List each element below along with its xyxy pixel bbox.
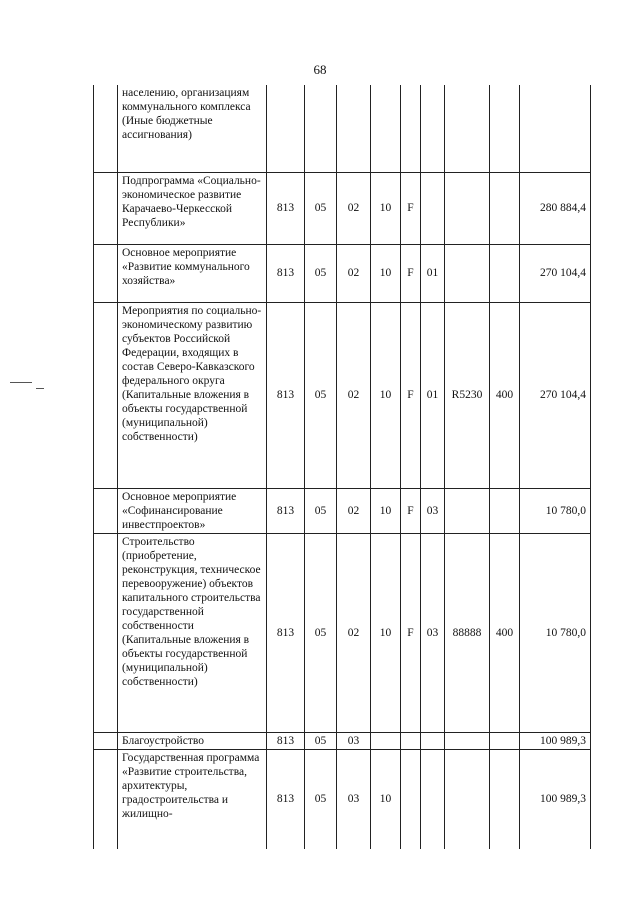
- program-code: 10: [371, 302, 401, 488]
- table-row: [94, 85, 591, 172]
- program-code: 10: [371, 172, 401, 244]
- ministry-code: [267, 85, 305, 172]
- amount: 100 989,3: [520, 732, 591, 749]
- table-row: [94, 732, 591, 749]
- amount: 10 780,0: [520, 533, 591, 732]
- subsection-code: 02: [337, 488, 371, 533]
- program-code: [371, 732, 401, 749]
- section-code: 05: [305, 172, 337, 244]
- expense-type-code: [490, 749, 520, 849]
- subprogram-code: F: [401, 533, 421, 732]
- ministry-code: 813: [267, 302, 305, 488]
- item-name: Мероприятия по социально-экономическому развитию субъектов Российской Федерации, входящих в состав Северо-Кавказского федерального округа (Капитальные вложения в объекты государственной (муниципальной) собственности): [118, 302, 267, 488]
- expense-type-code: 400: [490, 302, 520, 488]
- section-code: 05: [305, 302, 337, 488]
- item-name: Государственная программа «Развитие строительства, архитектуры, градостроительства и жилищно-: [118, 749, 267, 849]
- direction-code: [445, 488, 490, 533]
- ministry-code: 813: [267, 488, 305, 533]
- direction-code: [445, 172, 490, 244]
- subsection-code: [337, 85, 371, 172]
- expense-type-code: 400: [490, 533, 520, 732]
- subsection-code: 02: [337, 533, 371, 732]
- item-name: Основное мероприятие «Софинансирование инвестпроектов»: [118, 488, 267, 533]
- ministry-code: 813: [267, 533, 305, 732]
- event-code: [421, 172, 445, 244]
- program-code: [371, 85, 401, 172]
- row-marker-cell: [94, 302, 118, 488]
- item-name: населению, организациям коммунального комплекса (Иные бюджетные ассигнования): [118, 85, 267, 172]
- subprogram-code: [401, 732, 421, 749]
- event-code: 01: [421, 244, 445, 302]
- event-code: [421, 732, 445, 749]
- ministry-code: 813: [267, 749, 305, 849]
- amount: 10 780,0: [520, 488, 591, 533]
- section-code: 05: [305, 732, 337, 749]
- subsection-code: 02: [337, 172, 371, 244]
- event-code: 03: [421, 488, 445, 533]
- section-code: 05: [305, 533, 337, 732]
- expense-type-code: [490, 172, 520, 244]
- table-row: [94, 749, 591, 849]
- direction-code: [445, 244, 490, 302]
- amount: 100 989,3: [520, 749, 591, 849]
- row-marker-cell: [94, 533, 118, 732]
- program-code: 10: [371, 488, 401, 533]
- row-marker-cell: [94, 749, 118, 849]
- scan-artifact-mark: [10, 382, 32, 383]
- ministry-code: 813: [267, 732, 305, 749]
- event-code: [421, 749, 445, 849]
- table-row: [94, 488, 591, 533]
- item-name: Благоустройство: [118, 732, 267, 749]
- event-code: 01: [421, 302, 445, 488]
- direction-code: [445, 749, 490, 849]
- expense-type-code: [490, 244, 520, 302]
- program-code: 10: [371, 533, 401, 732]
- subsection-code: 02: [337, 302, 371, 488]
- table-row: [94, 533, 591, 732]
- direction-code: [445, 732, 490, 749]
- table-row: [94, 302, 591, 488]
- table-row: [94, 244, 591, 302]
- subsection-code: 03: [337, 732, 371, 749]
- row-marker-cell: [94, 488, 118, 533]
- event-code: [421, 85, 445, 172]
- item-name: Подпрограмма «Социально-экономическое развитие Карачаево-Черкесской Республики»: [118, 172, 267, 244]
- section-code: 05: [305, 749, 337, 849]
- section-code: [305, 85, 337, 172]
- subprogram-code: F: [401, 172, 421, 244]
- expense-type-code: [490, 85, 520, 172]
- budget-table: [93, 85, 591, 849]
- section-code: 05: [305, 488, 337, 533]
- row-marker-cell: [94, 244, 118, 302]
- program-code: 10: [371, 749, 401, 849]
- direction-code: [445, 85, 490, 172]
- direction-code: 88888: [445, 533, 490, 732]
- amount: 280 884,4: [520, 172, 591, 244]
- page-number: 68: [313, 62, 327, 77]
- subprogram-code: [401, 749, 421, 849]
- subsection-code: 02: [337, 244, 371, 302]
- row-marker-cell: [94, 85, 118, 172]
- amount: 270 104,4: [520, 244, 591, 302]
- row-marker-cell: [94, 732, 118, 749]
- item-name: Строительство (приобретение, реконструкция, техническое перевооружение) объектов капитального строительства государственной собственности (Капитальные вложения в объекты государственной (муниципальной) собственности): [118, 533, 267, 732]
- subprogram-code: [401, 85, 421, 172]
- ministry-code: 813: [267, 172, 305, 244]
- event-code: 03: [421, 533, 445, 732]
- row-marker-cell: [94, 172, 118, 244]
- subsection-code: 03: [337, 749, 371, 849]
- amount: [520, 85, 591, 172]
- expense-type-code: [490, 732, 520, 749]
- program-code: 10: [371, 244, 401, 302]
- expense-type-code: [490, 488, 520, 533]
- section-code: 05: [305, 244, 337, 302]
- subprogram-code: F: [401, 244, 421, 302]
- amount: 270 104,4: [520, 302, 591, 488]
- item-name: Основное мероприятие «Развитие коммунального хозяйства»: [118, 244, 267, 302]
- subprogram-code: F: [401, 302, 421, 488]
- table-row: [94, 172, 591, 244]
- subprogram-code: F: [401, 488, 421, 533]
- scan-artifact-mark: [36, 388, 44, 389]
- ministry-code: 813: [267, 244, 305, 302]
- direction-code: R5230: [445, 302, 490, 488]
